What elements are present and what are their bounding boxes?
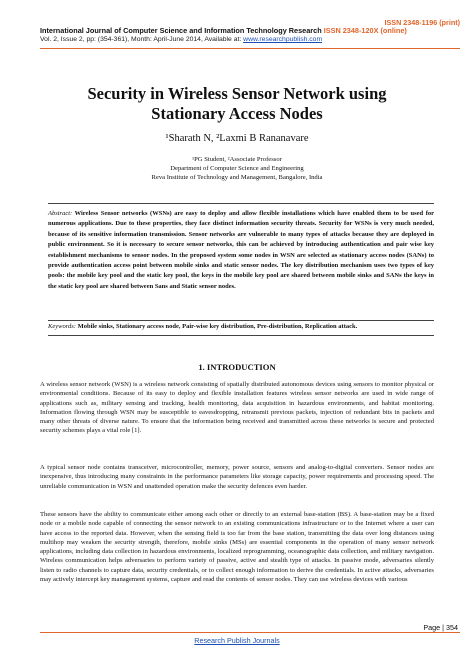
keywords-bottom-rule (48, 335, 434, 336)
section-heading: 1. INTRODUCTION (198, 362, 276, 372)
paragraph-1: A wireless sensor network (WSN) is a wireless network consisting of spatially distributed autonomous devices using sensors to monitor physical or environmental conditions. Because of its easy to deploy and flexible installation features wireless sensor networks are used in wide range of applications such as, military sensing and tracking, health monitoring, data acquisition in hazardous environments, and habitat monitoring. Information flowing through WSN may be susceptible to eavesdropping, retransmit previous packets, injection of redundant bits in packets and many other threats of diverse nature. To ensure that the information being received and transmitted across these networks is secure and protected security schemes plays a vital role [1]. (40, 381, 434, 435)
footer-divider (40, 632, 460, 633)
title-line-1: Security in Wireless Sensor Network using (87, 84, 387, 103)
affiliation-department: Department of Computer Science and Engineering (170, 165, 304, 172)
abstract-top-rule (48, 203, 434, 204)
journal-line (40, 26, 460, 35)
journal-url-link[interactable]: www.researchpublish.com (243, 36, 323, 43)
journal-name: International Journal of Computer Science and Information Technology Research (40, 26, 322, 35)
abstract (48, 209, 434, 292)
page-number: Page | 354 (423, 623, 458, 632)
affiliation-roles: ¹PG Student, ²Associate Professor (192, 156, 282, 163)
paper-title (40, 84, 434, 124)
affiliation-institute: Reva Institute of Technology and Management, Bangalore, India (151, 174, 323, 181)
issn-print: ISSN 2348-1196 (print) (384, 18, 460, 27)
abstract-label: Abstract: (48, 210, 73, 217)
keywords-text: Mobile sinks, Stationary access node, Pair-wise key distribution, Pre-distribution, Replication attack. (77, 323, 358, 330)
abstract-text: Wireless Sensor networks (WSNs) are easy to deploy and allow flexible installations which have enabled them to be used for numerous applications. Due to these properties, they face distinct information security threats. Security for WSNs is very much needed, because of its sensitive information transmission. Sensor networks are vulnerable to many types of attacks because they are deployed in public environment. So it is necessary to secure sensor networks, this can be achieved by introducing authentication and pair wise key establishment mechanisms to sensor nodes. In the proposed system some nodes in WSN are selected as stationary access nodes (SANs) to provide authentication access point between mobile sinks and static sensor nodes. The key distribution mechanism uses two types of key pools: the mobile key pool and the static key pool, the keys in the mobile key pool are shared between mobile sinks and SANs the keys in the static key pool are shared between Sans and Static sensor nodes. (48, 210, 434, 290)
paragraph-2: A typical sensor node contains transceiver, microcontroller, memory, power source, sensors and analog-to-digital converters. Sensor nodes are inexpensive, thus introducing many constraints in the performance parameters like storage capacity, power requirements and processing speed. The unreliable communication in WSN and unattended operation make the security defences even harder. (40, 464, 434, 490)
volume-line (40, 36, 322, 43)
paragraph-3: These sensors have the ability to communicate either among each other or directly to an external base-station (BS). A base-station may be a fixed node or a mobile node capable of connecting the sensor network to an existing communications infrastructure or to the Internet where a user can have access to the reported data. However, when the sensing field is too far from the base station, transmitting the data over long distances using multihop may weaken the security strength, therefore, mobile sinks (MSs) are essential components in the operation of many sensor network applications, including data collection in hazardous environments, localized reprogramming, oceanographic data collection, and military navigation. Wireless communication helps adversaries to perform variety of passive, active and stealth type of attacks. In passive mode, adversaries silently listen to radio channels to capture data, security credentials, or to collect enough information to derive the credentials. In active attacks, adversaries may actively intercept key management systems, capture and read the contents of sensor nodes. They can use wireless devices with various (40, 511, 434, 584)
keywords-label: Keywords: (48, 323, 76, 330)
volume-info: Vol. 2, Issue 2, pp: (354-361), Month: April-June 2014, Available at: (40, 36, 242, 43)
keywords (48, 323, 434, 330)
header-divider (40, 48, 460, 49)
authors: ¹Sharath N, ²Laxmi B Rananavare (165, 133, 309, 144)
keywords-top-rule (48, 320, 434, 321)
issn-online: ISSN 2348-120X (online) (323, 26, 407, 35)
title-line-2: Stationary Access Nodes (151, 104, 323, 123)
footer-publisher-link[interactable]: Research Publish Journals (194, 636, 280, 645)
